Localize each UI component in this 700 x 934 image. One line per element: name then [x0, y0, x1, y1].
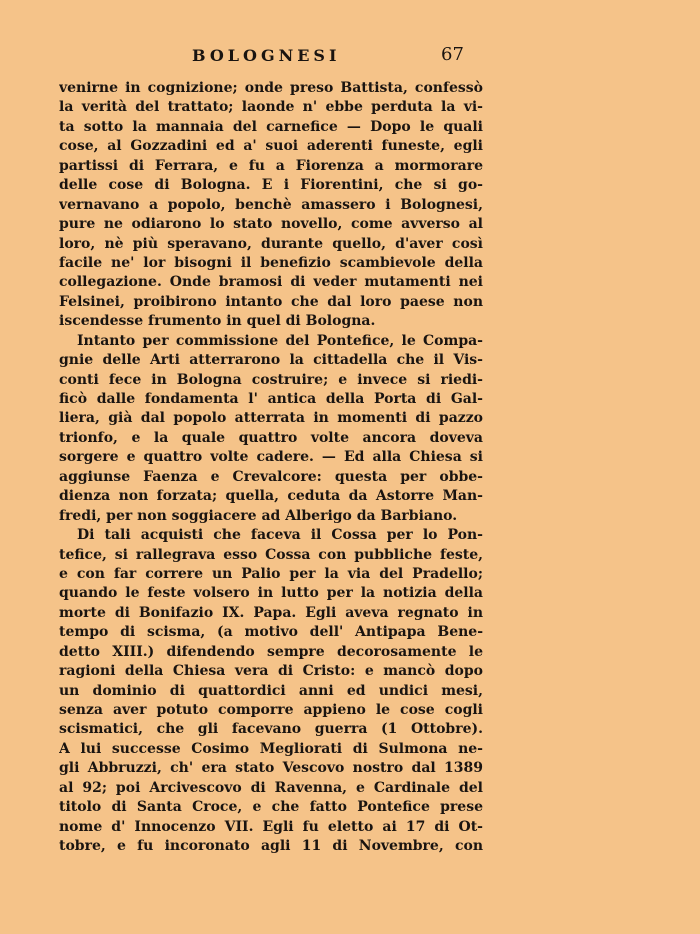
text-line: gnie delle Arti atterrarono la cittadella che il Vis- — [59, 352, 483, 369]
text-line: Intanto per commissione del Pontefice, le Compa- — [77, 332, 483, 349]
text-line: facile ne' lor bisogni il benefizio scambievole della — [59, 254, 483, 271]
page-number: 67 — [441, 44, 464, 65]
text-line: morte di Bonifazio IX. Papa. Egli aveva regnato in — [59, 604, 483, 621]
text-line: pure ne odiarono lo stato novello, come avverso al — [59, 216, 483, 233]
text-line: tobre, e fu incoronato agli 11 di Novembre, con — [59, 838, 483, 855]
text-line: liera, già dal popolo atterrata in momenti di pazzo — [59, 410, 483, 427]
text-line: detto XIII.) difendendo sempre decorosamente le — [59, 643, 483, 660]
text-line: iscendesse frumento in quel di Bologna. — [59, 313, 376, 330]
text-line: senza aver potuto comporre appieno le cose cogli — [59, 702, 483, 718]
text-line: dienza non forzata; quella, ceduta da Astorre Man- — [59, 488, 483, 505]
text-line: trionfo, e la quale quattro volte ancora doveva — [59, 429, 483, 446]
text-line: vernavano a popolo, benchè amassero i Bolognesi, — [59, 196, 483, 213]
body-text — [59, 79, 483, 857]
text-line: Felsinei, proibirono intanto che dal loro paese non — [59, 293, 483, 310]
text-line: delle cose di Bologna. E i Fiorentini, che si go- — [59, 177, 483, 194]
text-line: nome d' Innocenzo VII. Egli fu eletto ai 17 di Ot- — [59, 818, 483, 835]
running-head: BOLOGNESI — [192, 46, 341, 65]
text-line: fredi, per non soggiacere ad Alberigo da Barbiano. — [59, 507, 458, 524]
text-line: ta sotto la mannaia del carnefice — Dopo le quali — [59, 118, 483, 135]
text-line: al 92; poi Arcivescovo di Ravenna, e Cardinale del — [59, 779, 483, 796]
text-line: venirne in cognizione; onde preso Battista, confessò — [59, 80, 483, 96]
text-line: tefice, si rallegrava esso Cossa con pubbliche feste, — [59, 546, 483, 563]
text-line: un dominio di quattordici anni ed undici mesi, — [59, 682, 483, 699]
text-line: quando le feste volsero in lutto per la notizia della — [59, 585, 483, 602]
text-line: collegazione. Onde bramosi di veder mutamenti nei — [59, 274, 483, 291]
text-line: e con far correre un Palio per la via del Pradello; — [59, 565, 483, 582]
text-line: sorgere e quattro volte cadere. — Ed alla Chiesa si — [59, 449, 483, 466]
text-line: ficò dalle fondamenta l' antica della Porta di Gal- — [59, 391, 483, 407]
text-line: partissi di Ferrara, e fu a Fiorenza a mormorare — [59, 157, 483, 174]
text-line: aggiunse Faenza e Crevalcore: questa per obbe- — [59, 468, 483, 485]
text-line: A lui successe Cosimo Megliorati di Sulmona ne- — [59, 740, 483, 757]
text-line: cose, al Gozzadini ed a' suoi aderenti funeste, egli — [59, 138, 483, 155]
text-line: titolo di Santa Croce, e che fatto Pontefice prese — [59, 799, 483, 816]
text-line: loro, nè più speravano, durante quello, d'aver così — [59, 235, 483, 252]
text-line: la verità del trattato; laonde n' ebbe perduta la vi- — [59, 99, 483, 116]
text-line: ragioni della Chiesa vera di Cristo: e mancò dopo — [59, 663, 483, 680]
text-line: tempo di scisma, (a motivo dell' Antipapa Bene- — [59, 624, 483, 641]
text-line: conti fece in Bologna costruire; e invece si riedi- — [59, 371, 483, 388]
text-line: Di tali acquisti che faceva il Cossa per lo Pon- — [77, 527, 483, 544]
text-line: gli Abbruzzi, ch' era stato Vescovo nostro dal 1389 — [59, 760, 483, 777]
text-line: scismatici, che gli facevano guerra (1 Ottobre). — [59, 721, 483, 738]
